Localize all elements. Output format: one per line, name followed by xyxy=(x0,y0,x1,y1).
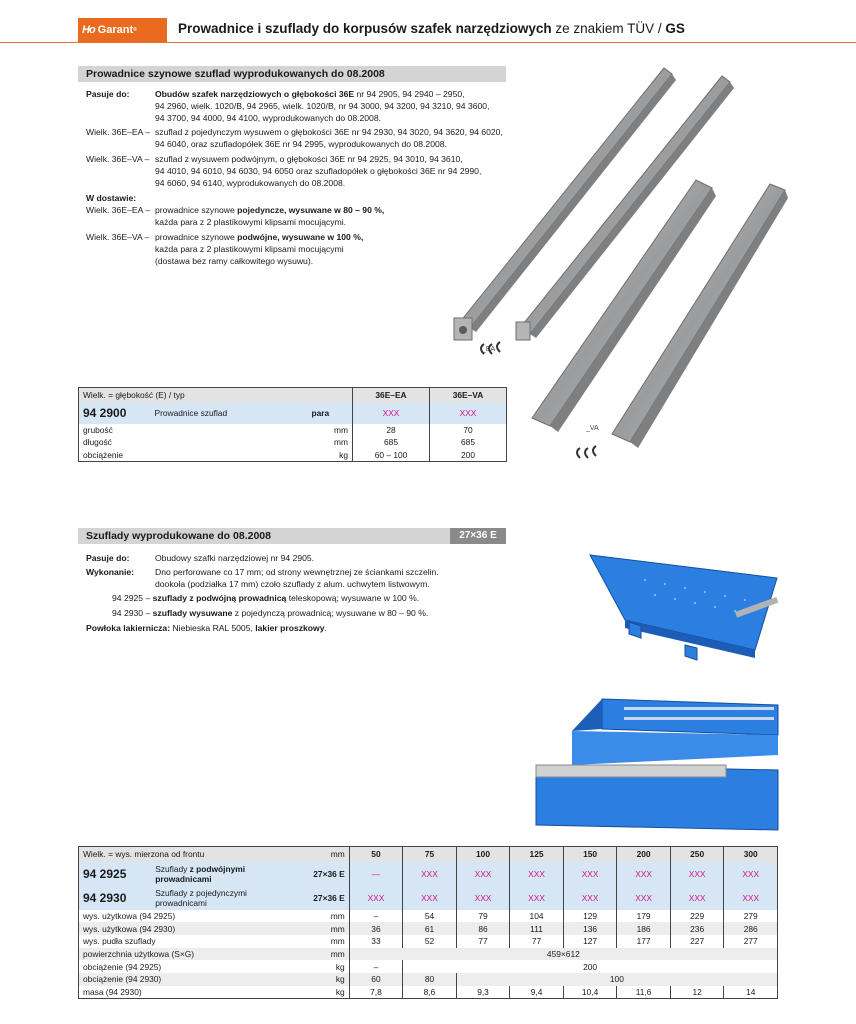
rail-label-va: _VA xyxy=(586,425,599,432)
col-header: 75 xyxy=(403,847,457,862)
row-value: 104 xyxy=(510,910,564,923)
powloka-end: . xyxy=(324,623,327,633)
ea-line-1: szuflad z pojedynczym wysuwem o głębokości 36E nr 94 2930, 94 3020, 94 3620, 94 6020, xyxy=(155,127,503,137)
row-unit: kg xyxy=(335,986,345,997)
row-value: 14 xyxy=(724,986,778,999)
wyk-line-2: dookoła (podziałka 17 mm) czoło szuflady z alum. uchwytem listwowym. xyxy=(155,579,430,589)
row-value: 7,8 xyxy=(349,986,403,999)
powloka-line xyxy=(86,622,327,634)
col-header: 250 xyxy=(670,847,724,862)
price-cell: XXX xyxy=(563,862,617,886)
row-value: 200 xyxy=(403,960,778,973)
row-value: 179 xyxy=(617,910,671,923)
pasuje-rest: nr 94 2905, 94 2940 – 2950, xyxy=(354,89,465,99)
row-label: wys. pudła szuflady xyxy=(83,936,156,947)
drawer-tray-illustration xyxy=(585,550,780,675)
section-heading-rails: Prowadnice szynowe szuflad wyprodukowanych do 08.2008 xyxy=(78,66,506,82)
va-label: Wielk. 36E–VA – xyxy=(86,154,150,164)
rails-table xyxy=(78,387,507,462)
d-ea-line-2: każda para z 2 plastikowymi klipsami mocującymi. xyxy=(155,217,347,227)
section2-title: Szuflady wyprodukowane do 08.2008 xyxy=(86,530,271,542)
pasuje-line-3: 94 3700, 94 4000, 94 4100, wyprodukowanych do 08.2008. xyxy=(155,113,382,123)
s2-pasuje-text: Obudowy szafki narzędziowej nr 94 2905. xyxy=(155,553,315,563)
col-header: 125 xyxy=(510,847,564,862)
drawers-table xyxy=(78,846,778,999)
row-value: 86 xyxy=(456,922,510,935)
row-value: 279 xyxy=(724,910,778,923)
table-row xyxy=(79,973,778,986)
p2930-rest: z pojedynczą prowadnicą; wysuwane w 80 – 90 %. xyxy=(232,608,429,618)
product-name-pre: Szuflady z pojedynczymi prowadnicami xyxy=(155,887,247,908)
price-cell: XXX xyxy=(617,886,671,910)
p2930-bold: szuflady wysuwane xyxy=(152,608,233,618)
rail-label-ea: _EA xyxy=(482,346,496,353)
row-value: 80 xyxy=(403,973,457,986)
registered-mark: ® xyxy=(133,27,137,33)
row-unit: kg xyxy=(339,449,348,460)
product-row xyxy=(79,862,778,886)
p2930-line xyxy=(112,607,428,619)
col-header: 150 xyxy=(563,847,617,862)
table-row xyxy=(79,922,778,935)
table-header-row xyxy=(79,388,507,403)
va-line-3: 94 6060, 94 6140, wyprodukowanych do 08.2008. xyxy=(155,178,346,188)
header-label: Wielk. = głębokość (E) / typ xyxy=(83,390,185,401)
price-cell: XXX xyxy=(456,862,510,886)
price-cell: XXX xyxy=(670,886,724,910)
wyk-label: Wykonanie: xyxy=(86,567,135,577)
row-label: grubość xyxy=(83,424,113,435)
row-value: 9,3 xyxy=(456,986,510,999)
row-value: 186 xyxy=(617,922,671,935)
pasuje-line-2: 94 2960, wielk. 1020/B, 94 2965, wielk. 1020/B, nr 94 3000, 94 3200, 94 3210, 94 3600, xyxy=(155,101,490,111)
p2925-code: 94 2925 – xyxy=(112,593,151,603)
row-value: 136 xyxy=(563,922,617,935)
table-row xyxy=(79,986,778,999)
product-code: 94 2930 xyxy=(79,886,152,910)
col-header: 200 xyxy=(617,847,671,862)
row-value: 100 xyxy=(456,973,777,986)
price-cell: XXX xyxy=(670,862,724,886)
title-regular: ze znakiem TÜV / xyxy=(551,21,666,36)
row-value: 277 xyxy=(724,935,778,948)
d-ea-pre: prowadnice szynowe xyxy=(155,205,238,215)
product-name-pre: Szuflady xyxy=(155,863,190,874)
title-bold: Prowadnice i szuflady do korpusów szafek narzędziowych xyxy=(178,21,552,36)
header-rule xyxy=(0,42,856,43)
row-value: 79 xyxy=(456,910,510,923)
va-line-2: 94 4010, 94 6010, 94 6030, 94 6050 oraz szufladopółek o głębokości 36E nr 94 2990, xyxy=(155,166,482,176)
section-heading-drawers xyxy=(78,528,506,544)
row-value: 11,6 xyxy=(617,986,671,999)
p2930-code: 94 2930 – xyxy=(112,608,151,618)
row-value: 61 xyxy=(403,922,457,935)
table-row xyxy=(79,910,778,923)
table-row xyxy=(79,948,778,961)
row-label: wys. użytkowa (94 2930) xyxy=(83,923,176,934)
va-line-1: szuflad z wysuwem podwójnym, o głębokości 36E nr 94 2925, 94 3010, 94 3610, xyxy=(155,154,463,164)
row-value: 127 xyxy=(563,935,617,948)
row-value: 9,4 xyxy=(510,986,564,999)
row-value: – xyxy=(349,910,403,923)
product-name-bold: z podwójnymi prowadnicami xyxy=(155,863,246,884)
row-value: 10,4 xyxy=(563,986,617,999)
d-va-bold: podwójne, wysuwane w 100 %, xyxy=(237,232,364,242)
p2925-rest: teleskopową; wysuwane w 100 %. xyxy=(286,593,420,603)
ea-label: Wielk. 36E–EA – xyxy=(86,127,151,137)
price-cell: XXX xyxy=(456,886,510,910)
size-tag: 27×36 E xyxy=(450,528,506,544)
price-cell: XXX xyxy=(563,886,617,910)
price-cell: XXX xyxy=(724,886,778,910)
row-label: długość xyxy=(83,437,112,448)
row-value: 77 xyxy=(510,935,564,948)
drawer-illustration xyxy=(532,695,780,833)
page-title xyxy=(178,21,685,36)
product-row xyxy=(79,403,507,424)
header-label: Wielk. = wys. mierzona od frontu xyxy=(83,849,205,860)
row-unit: kg xyxy=(335,974,345,985)
product-size: 27×36 E xyxy=(299,886,350,910)
row-unit: mm xyxy=(334,437,348,448)
pasuje-bold: Obudów szafek narzędziowych o głębokości 36E xyxy=(155,89,355,99)
row-label: obciążenie (94 2930) xyxy=(83,974,162,985)
table-row xyxy=(79,424,507,437)
ea-line-2: 94 6040, oraz szufladopółek 36E nr 94 2995, wyprodukowanych do 08.2008. xyxy=(155,139,447,149)
row-value: 33 xyxy=(349,935,403,948)
clip-icons-va xyxy=(577,446,596,458)
price-cell: XXX xyxy=(349,886,403,910)
table-row xyxy=(79,449,507,462)
row-unit: mm xyxy=(330,923,345,934)
row-unit: mm xyxy=(330,936,345,947)
d-va-line-1 xyxy=(155,231,363,243)
col-header: 300 xyxy=(724,847,778,862)
d-va-line-2: każda para z 2 plastikowymi klipsami mocującymi xyxy=(155,244,344,254)
row-value: 77 xyxy=(456,935,510,948)
row-unit: mm xyxy=(330,948,345,959)
powloka-bold: lakier proszkowy xyxy=(255,623,325,633)
row-value: 52 xyxy=(403,935,457,948)
row-value: 286 xyxy=(724,922,778,935)
row-value: 111 xyxy=(510,922,564,935)
price-cell: XXX xyxy=(403,886,457,910)
d-ea-bold: pojedyncze, wysuwane w 80 – 90 %, xyxy=(237,205,385,215)
row-value: 227 xyxy=(670,935,724,948)
row-value: 12 xyxy=(670,986,724,999)
row-value: 236 xyxy=(670,922,724,935)
logo-mark: Ho xyxy=(82,24,95,36)
col-header: 50 xyxy=(349,847,403,862)
price-cell: XXX xyxy=(403,862,457,886)
table-row xyxy=(79,935,778,948)
row-value: 60 – 100 xyxy=(353,449,430,462)
dostawa-label: W dostawie: xyxy=(86,193,137,203)
product-code: 94 2900 xyxy=(79,403,151,424)
d-va-label: Wielk. 36E–VA – xyxy=(86,232,150,242)
d-va-line-3: (dostawa bez ramy całkowitego wysuwu). xyxy=(155,256,314,266)
price-ea: XXX xyxy=(353,403,430,424)
product-name xyxy=(151,862,298,886)
row-unit: kg xyxy=(335,961,345,972)
product-code: 94 2925 xyxy=(79,862,152,886)
pasuje-label: Pasuje do: xyxy=(86,89,130,99)
price-cell: XXX xyxy=(510,862,564,886)
p2925-bold: szuflady z podwójną prowadnicą xyxy=(152,593,287,603)
row-value: 54 xyxy=(403,910,457,923)
row-value: 70 xyxy=(430,424,507,437)
price-cell: XXX xyxy=(510,886,564,910)
row-label: obciążenie (94 2925) xyxy=(83,961,162,972)
row-value: 129 xyxy=(563,910,617,923)
price-cell: XXX xyxy=(617,862,671,886)
s2-pasuje-label: Pasuje do: xyxy=(86,553,130,563)
powloka-text: Niebieska RAL 5005, xyxy=(170,623,256,633)
row-value: 459×612 xyxy=(349,948,777,961)
logo-text: Garant xyxy=(97,24,134,36)
row-value: 685 xyxy=(353,436,430,449)
d-ea-label: Wielk. 36E–EA – xyxy=(86,205,151,215)
product-row xyxy=(79,886,778,910)
garant-logo xyxy=(78,18,167,42)
product-unit: para xyxy=(308,403,353,424)
col-va: 36E–VA xyxy=(430,388,507,403)
row-value: – xyxy=(349,960,403,973)
row-value: 36 xyxy=(349,922,403,935)
row-unit: mm xyxy=(334,424,348,435)
price-va: XXX xyxy=(430,403,507,424)
table-row xyxy=(79,960,778,973)
wyk-line-1: Dno perforowane co 17 mm; od strony wewnętrznej ze ściankami szczelin. xyxy=(155,567,439,577)
row-value: 8,6 xyxy=(403,986,457,999)
product-name: Prowadnice szuflad xyxy=(151,403,308,424)
table-row xyxy=(79,436,507,449)
row-value: 28 xyxy=(353,424,430,437)
d-ea-line-1 xyxy=(155,204,384,216)
price-cell: — xyxy=(349,862,403,886)
p2925-line xyxy=(112,592,419,604)
row-value: 229 xyxy=(670,910,724,923)
row-label: obciążenie xyxy=(83,449,124,460)
row-value: 200 xyxy=(430,449,507,462)
price-cell: XXX xyxy=(724,862,778,886)
product-name xyxy=(151,886,298,910)
col-ea: 36E–EA xyxy=(353,388,430,403)
table-header-row xyxy=(79,847,778,862)
row-unit: mm xyxy=(330,910,345,921)
d-va-pre: prowadnice szynowe xyxy=(155,232,238,242)
page-header xyxy=(0,0,856,46)
title-gs: GS xyxy=(665,21,685,36)
header-unit: mm xyxy=(330,849,345,860)
product-size: 27×36 E xyxy=(299,862,350,886)
row-value: 685 xyxy=(430,436,507,449)
row-label: wys. użytkowa (94 2925) xyxy=(83,910,176,921)
row-value: 60 xyxy=(349,973,403,986)
col-header: 100 xyxy=(456,847,510,862)
row-label: masa (94 2930) xyxy=(83,986,142,997)
powloka-label: Powłoka lakiernicza: xyxy=(86,623,171,633)
pasuje-line-1 xyxy=(155,88,465,100)
row-value: 177 xyxy=(617,935,671,948)
row-label: powierzchnia użytkowa (S×G) xyxy=(83,948,195,959)
